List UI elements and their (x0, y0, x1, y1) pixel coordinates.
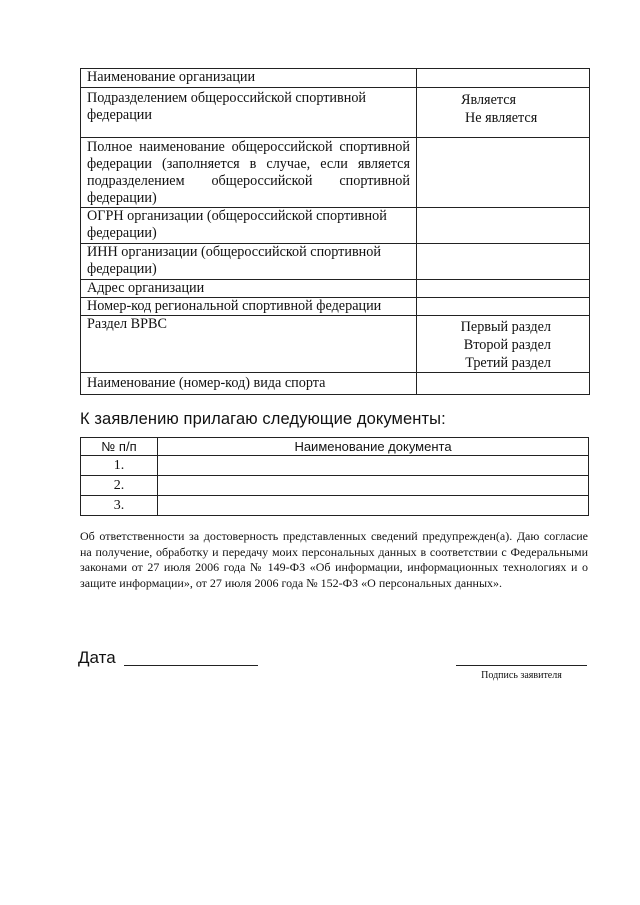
organization-info-table (80, 68, 590, 395)
option-is-not[interactable]: Не является (465, 110, 538, 126)
org-name-value[interactable] (417, 69, 590, 88)
subdivision-options (417, 88, 590, 138)
doc-name-field[interactable] (158, 496, 589, 516)
vrvs-section-label: Раздел ВРВС (81, 316, 417, 373)
table-row (81, 373, 590, 395)
option-third-section[interactable]: Третий раздел (465, 355, 551, 371)
address-value[interactable] (417, 280, 590, 298)
date-label: Дата (78, 648, 116, 667)
documents-heading: К заявлению прилагаю следующие документы: (80, 410, 446, 428)
regional-code-value[interactable] (417, 298, 590, 316)
table-row (81, 456, 589, 476)
table-row (81, 316, 590, 373)
doc-name-field[interactable] (158, 476, 589, 496)
federation-full-name-label: Полное наименование общероссийской спортивной федерации (заполняется в случае, если является подразделением общероссийской спортивной федерации) (81, 138, 417, 208)
doc-number: 3. (81, 496, 158, 516)
ogrn-label: ОГРН организации (общероссийской спортивной федерации) (81, 208, 417, 244)
regional-code-label: Номер-код региональной спортивной федерации (81, 298, 417, 316)
documents-header-row (81, 438, 589, 456)
org-name-label: Наименование организации (81, 69, 417, 88)
documents-table (80, 437, 589, 516)
address-label: Адрес организации (81, 280, 417, 298)
liability-disclaimer: Об ответственности за достоверность представленных сведений предупрежден(а). Даю согласие на получение, обработку и передачу моих персональных данных в соответствии с Федеральными законами от 27 июля 2006 года № 149-ФЗ «Об информации, информационных технологиях и о защите информации», от 27 июля 2006 года № 152-ФЗ «О персональных данных». (80, 529, 588, 590)
doc-name-field[interactable] (158, 456, 589, 476)
signature-caption: Подпись заявителя (481, 670, 562, 681)
doc-number: 2. (81, 476, 158, 496)
table-row (81, 138, 590, 208)
ogrn-value[interactable] (417, 208, 590, 244)
date-field[interactable] (124, 665, 258, 666)
inn-label: ИНН организации (общероссийской спортивной федерации) (81, 244, 417, 280)
subdivision-label: Подразделением общероссийской спортивной федерации (81, 88, 417, 138)
signature-field[interactable] (456, 665, 587, 666)
vrvs-section-options (417, 316, 590, 373)
table-row (81, 298, 590, 316)
table-row (81, 208, 590, 244)
inn-value[interactable] (417, 244, 590, 280)
table-row (81, 476, 589, 496)
sport-name-value[interactable] (417, 373, 590, 395)
table-row (81, 496, 589, 516)
option-second-section[interactable]: Второй раздел (463, 337, 551, 353)
doc-number: 1. (81, 456, 158, 476)
col-name-header: Наименование документа (158, 438, 589, 456)
col-number-header: № п/п (81, 438, 158, 456)
sport-name-label: Наименование (номер-код) вида спорта (81, 373, 417, 395)
federation-full-name-value[interactable] (417, 138, 590, 208)
table-row (81, 88, 590, 138)
table-row (81, 244, 590, 280)
table-row (81, 280, 590, 298)
option-first-section[interactable]: Первый раздел (460, 319, 551, 335)
option-is[interactable]: Является (461, 92, 517, 108)
table-row (81, 69, 590, 88)
